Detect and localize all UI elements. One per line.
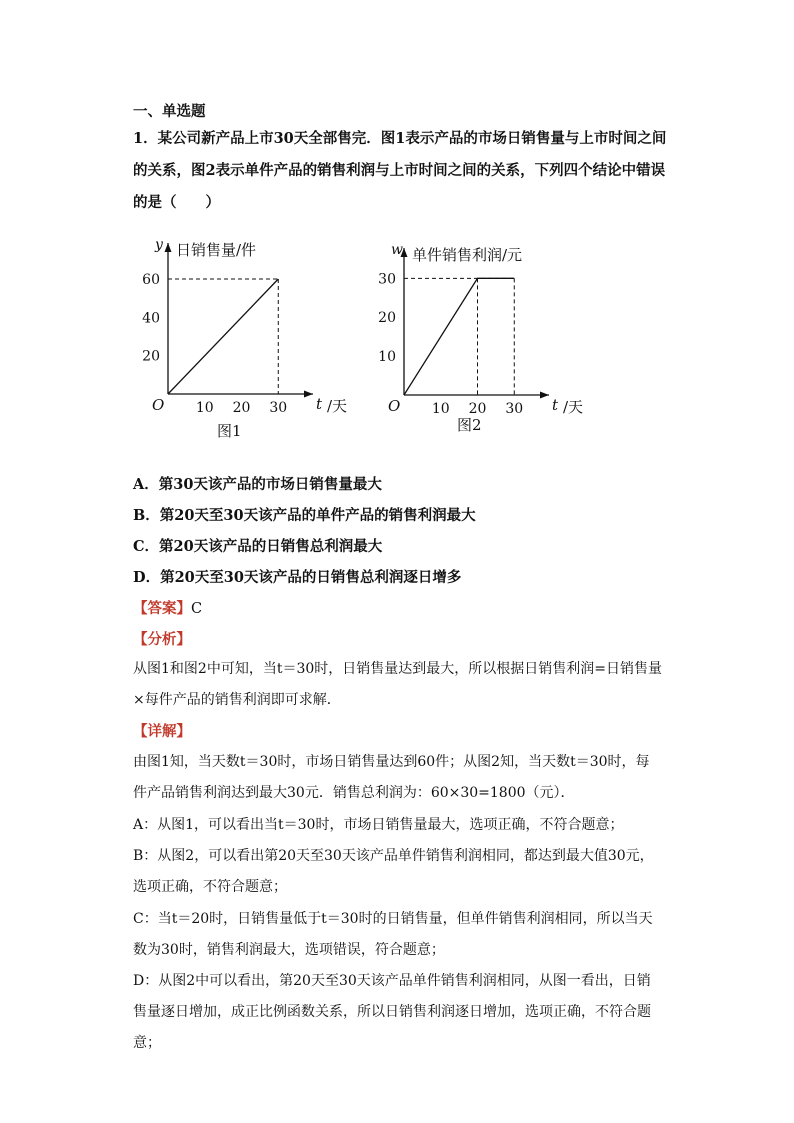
fig1-x-tick-30: 30 xyxy=(269,400,288,416)
detail-paragraph-c: C：当t＝20时，日销售量低于t＝30时的日销售量，但单件销售利润相同，所以当天数为30时，销售利润最大，选项错误，符合题意； xyxy=(133,911,653,958)
fig2-x-arrow xyxy=(540,392,549,399)
analysis-tag xyxy=(133,628,191,649)
fig1-y-tick-20: 20 xyxy=(142,348,160,365)
fig1-x-tick-20: 20 xyxy=(232,400,251,416)
question-line-1: 1．某公司新产品上市30天全部售完．图1表示产品的市场日销售量与上市时间之间 xyxy=(133,130,667,147)
question-line-3: 的是（ ） xyxy=(133,194,220,211)
fig1-series-line xyxy=(168,279,278,394)
section-heading: 一、单选题 xyxy=(133,103,206,120)
option-d: D．第20天至30天该产品的日销售总利润逐日增多 xyxy=(133,569,462,586)
fig1-y-arrow xyxy=(165,243,172,252)
fig1-caption: 图1 xyxy=(217,422,242,440)
detail-paragraph-b: B：从图2，可以看出第20天至30天该产品单件销售利润相同，都达到最大值30元，选项正确，不符合题意； xyxy=(133,848,654,895)
fig2-y-tick-30: 30 xyxy=(378,271,396,288)
answer-tag: 【答案】 xyxy=(133,600,191,617)
figure-1-chart xyxy=(135,235,350,445)
fig1-y-var: y xyxy=(155,237,163,253)
fig1-x-var: t xyxy=(316,395,323,413)
analysis-tag-label: 【分析】 xyxy=(133,631,191,648)
fig1-x-arrow xyxy=(304,391,313,398)
answer-value: C xyxy=(191,601,203,617)
option-c: C．第20天该产品的日销售总利润最大 xyxy=(133,538,383,555)
fig2-x-tick-10: 10 xyxy=(431,401,450,417)
detail-paragraph-d: D：从图2中可以看出，第20天至30天该产品单件销售利润相同，从图一看出，日销售量逐日增加，成正比例函数关系，所以日销售利润逐日增加，选项正确，不符合题意； xyxy=(133,973,651,1051)
detail-tag-label: 【详解】 xyxy=(133,723,191,740)
fig1-x-unit: /天 xyxy=(327,397,348,415)
fig2-x-tick-30: 30 xyxy=(505,401,524,417)
fig1-origin-label: O xyxy=(152,396,165,414)
detail-paragraph-1: 由图1知，当天数t＝30时，市场日销售量达到60件；从图2知，当天数t＝30时，每件产品销售利润达到最大30元．销售总利润为：60×30=1800（元）． xyxy=(133,754,650,801)
analysis-text: 从图1和图2中可知，当t＝30时，日销售量达到最大，所以根据日销售利润=日销售量×每件产品的销售利润即可求解． xyxy=(133,661,662,708)
option-b: B．第20天至30天该产品的单件产品的销售利润最大 xyxy=(133,507,476,524)
fig2-caption: 图2 xyxy=(457,416,482,434)
option-a: A．第30天该产品的市场日销售量最大 xyxy=(133,476,382,493)
detail-paragraph-a: A：从图1，可以看出当t＝30时，市场日销售量最大，选项正确，不符合题意； xyxy=(133,817,624,833)
fig2-origin-label: O xyxy=(388,397,401,415)
fig1-y-tick-40: 40 xyxy=(142,310,160,327)
fig2-x-tick-20: 20 xyxy=(468,401,487,417)
fig2-y-label: 单件销售利润/元 xyxy=(412,246,523,264)
fig1-y-label: 日销售量/件 xyxy=(176,241,257,259)
figure-2-chart xyxy=(375,240,590,445)
fig2-y-tick-10: 10 xyxy=(378,349,396,366)
fig2-y-tick-20: 20 xyxy=(378,310,396,327)
fig1-y-tick-60: 60 xyxy=(142,272,160,288)
fig2-series-line xyxy=(404,278,514,395)
answer-line xyxy=(133,597,202,618)
fig1-x-tick-10: 10 xyxy=(195,400,214,416)
fig2-x-unit: /天 xyxy=(563,398,584,416)
question-line-2: 的关系，图2表示单件产品的销售利润与上市时间之间的关系，下列四个结论中错误 xyxy=(133,162,666,179)
fig2-x-var: t xyxy=(552,396,559,414)
fig2-y-var: w xyxy=(391,242,403,258)
detail-tag xyxy=(133,720,191,741)
